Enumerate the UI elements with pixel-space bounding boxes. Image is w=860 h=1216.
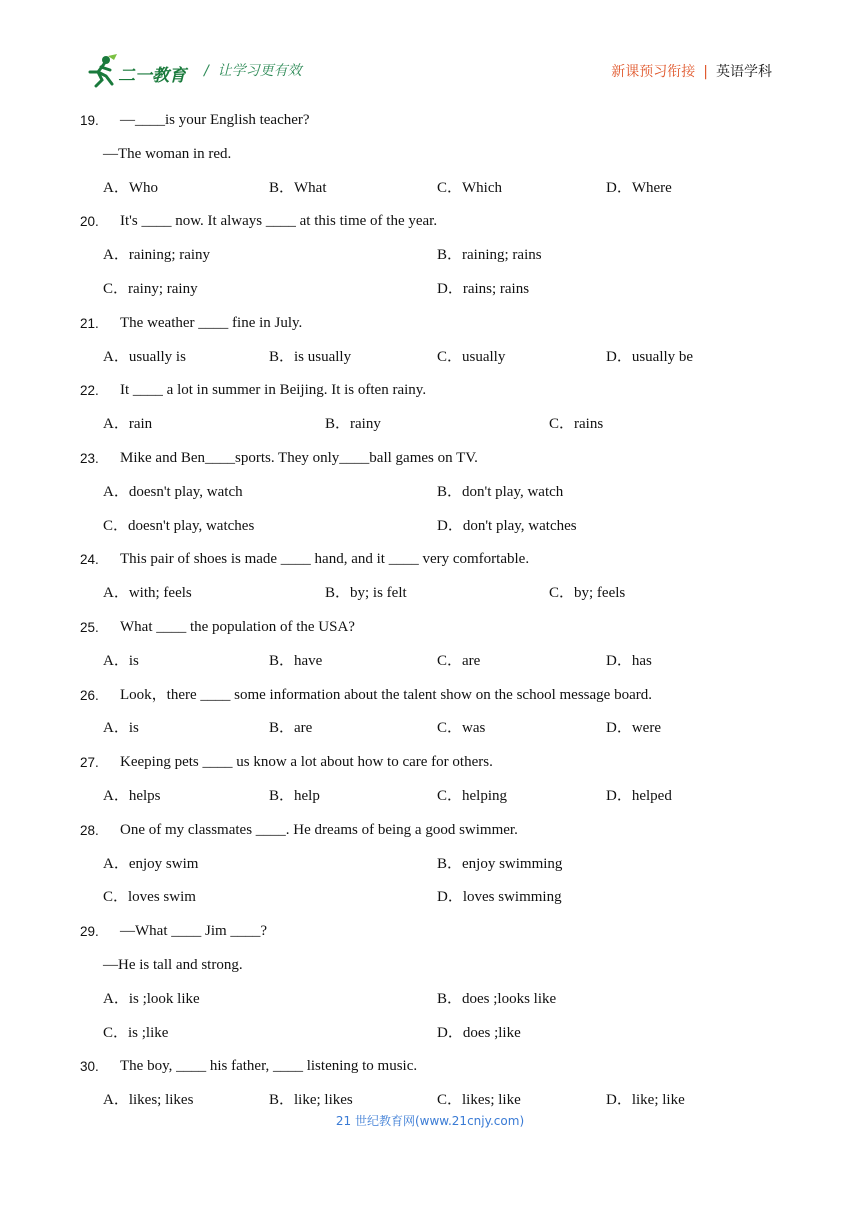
answer-option: D．rains; rains (437, 281, 530, 297)
answer-option: A．is (103, 652, 139, 669)
page-footer: 21 世纪教育网(www.21cnjy.com) (335, 1114, 525, 1128)
question-text: The boy, ____ his father, ____ listening to music. (120, 1058, 418, 1075)
question-text: What ____ the population of the USA? (120, 619, 355, 635)
answer-option: C．by; feels (549, 585, 626, 602)
question-number: 30. (80, 1059, 99, 1075)
answer-option: C．likes; like (437, 1092, 521, 1109)
answer-option: A．rain (103, 416, 153, 433)
question-text: Look，there ____ some information about the talent show on the school message board. (120, 686, 652, 703)
answer-option: B．is usually (269, 348, 352, 365)
answer-option: B．don't play, watch (437, 483, 564, 500)
question-subtext: —He is tall and strong. (103, 957, 243, 973)
question-number: 29. (80, 924, 99, 940)
question-number: 23. (80, 451, 99, 466)
answer-option: B．does ;looks like (437, 990, 557, 1007)
answer-option: B．have (269, 652, 323, 669)
answer-option: B．raining; rains (437, 247, 542, 264)
answer-option: B．by; is felt (325, 585, 407, 602)
header-separator: | (703, 64, 708, 80)
answer-option: C．rainy; rainy (103, 281, 198, 297)
course-label: 新课预习衔接 (611, 64, 696, 80)
logo-text: 二一教育 (118, 66, 186, 86)
answer-option: B．help (269, 788, 320, 804)
answer-option: A．is (103, 720, 139, 737)
slogan-separator: / (204, 63, 209, 79)
question-text: Keeping pets ____ us know a lot about how to care for others. (120, 754, 493, 771)
answer-option: C．is ;like (103, 1024, 169, 1041)
answer-option: A．with; feels (103, 585, 192, 602)
slogan (204, 60, 302, 80)
answer-option: A．helps (103, 788, 161, 804)
question-text: —What ____ Jim ____? (120, 923, 268, 940)
question-text: It's ____ now. It always ____ at this time of the year. (120, 213, 438, 230)
question-text: One of my classmates ____. He dreams of being a good swimmer. (120, 821, 518, 838)
answer-option: A．enjoy swim (103, 855, 199, 872)
answer-option: C．are (437, 652, 481, 669)
answer-option: C．helping (437, 788, 507, 804)
answer-option: A．likes; likes (103, 1092, 194, 1109)
answer-option: A．Who (103, 179, 158, 196)
answer-option: D．helped (606, 788, 672, 804)
answer-option: C．usually (437, 348, 506, 365)
question-number: 20. (80, 214, 99, 230)
answer-option: D．loves swimming (437, 889, 562, 906)
answer-option: C．loves swim (103, 889, 196, 906)
answer-option: D．has (606, 652, 652, 669)
logo (84, 54, 194, 90)
question-text: The weather ____ fine in July. (120, 314, 303, 331)
answer-option: B．enjoy swimming (437, 855, 563, 872)
answer-option: D．does ;like (437, 1024, 521, 1041)
answer-option: B．like; likes (269, 1092, 353, 1109)
subject-label: 英语学科 (716, 64, 772, 80)
answer-option: A．usually is (103, 348, 186, 365)
question-number: 28. (80, 822, 99, 838)
answer-option: A．is ;look like (103, 990, 200, 1007)
question-number: 27. (80, 755, 99, 771)
question-number: 22. (80, 383, 99, 399)
answer-option: D．don't play, watches (437, 517, 577, 534)
answer-option: D．Where (606, 179, 672, 196)
answer-option: A．raining; rainy (103, 247, 211, 264)
question-text: Mike and Ben____sports. They only____ball games on TV. (120, 450, 478, 466)
slogan-text: 让学习更有效 (217, 63, 302, 79)
question-text: This pair of shoes is made ____ hand, and it ____ very comfortable. (120, 551, 530, 568)
answer-option: B．rainy (325, 416, 381, 433)
answer-option: C．doesn't play, watches (103, 517, 255, 534)
question-number: 25. (80, 620, 99, 635)
answer-option: D．were (606, 720, 661, 737)
answer-option: C．rains (549, 416, 604, 433)
runner-logo-icon (84, 54, 118, 88)
question-number: 26. (80, 687, 99, 703)
answer-option: A．doesn't play, watch (103, 483, 243, 500)
answer-option: C．Which (437, 179, 502, 196)
question-subtext: —The woman in red. (103, 145, 232, 162)
page-header (0, 0, 860, 100)
answer-option: D．like; like (606, 1092, 685, 1109)
question-text: —____is your English teacher? (120, 112, 310, 128)
question-number: 24. (80, 552, 99, 568)
question-text: It ____ a lot in summer in Beijing. It is often rainy. (120, 382, 427, 399)
question-number: 21. (80, 315, 99, 331)
answer-option: D．usually be (606, 348, 694, 365)
question-number: 19. (80, 113, 99, 128)
answer-option: C．was (437, 720, 486, 737)
header-right (611, 61, 772, 81)
answer-option: B．are (269, 720, 313, 737)
answer-option: B．What (269, 179, 327, 196)
